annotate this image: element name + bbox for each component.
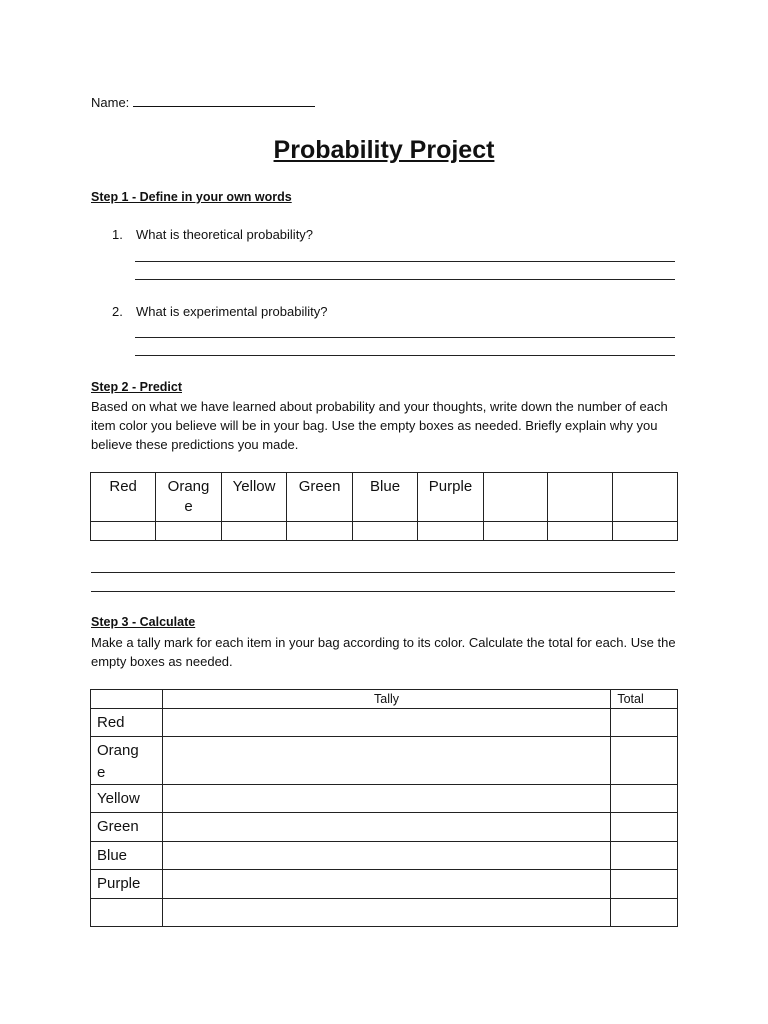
row-label: Purple — [91, 870, 163, 899]
prediction-input-cell[interactable] — [548, 522, 613, 541]
prediction-input-cell[interactable] — [287, 522, 353, 541]
tally-cell[interactable] — [162, 737, 611, 785]
total-cell[interactable] — [611, 737, 678, 785]
total-header: Total — [611, 690, 678, 709]
page-title: Probability Project — [273, 136, 495, 164]
name-label: Name: — [91, 95, 130, 110]
tally-cell[interactable] — [162, 842, 611, 870]
color-cell: Yellow — [221, 473, 287, 522]
step3-heading: Step 3 - Calculate — [91, 615, 196, 629]
color-cell: Green — [287, 473, 353, 522]
prediction-input-cell[interactable] — [613, 522, 678, 541]
tally-cell[interactable] — [162, 870, 611, 899]
question-1 — [112, 227, 313, 242]
answer-line[interactable] — [135, 261, 675, 262]
prediction-input-cell[interactable] — [221, 522, 287, 541]
tally-table — [90, 689, 678, 927]
answer-line[interactable] — [135, 337, 675, 338]
question-2 — [112, 304, 327, 319]
color-cell: Blue — [352, 473, 417, 522]
empty-color-cell[interactable] — [548, 473, 613, 522]
step2-heading: Step 2 - Predict — [91, 380, 182, 394]
explanation-line[interactable] — [91, 572, 675, 573]
question-text: What is experimental probability? — [136, 304, 328, 319]
total-cell[interactable] — [611, 785, 678, 813]
question-number: 1. — [112, 227, 123, 242]
prediction-table — [90, 472, 678, 541]
tally-cell[interactable] — [162, 899, 611, 927]
prediction-input-cell[interactable] — [483, 522, 548, 541]
step2-instructions: Based on what we have learned about probability and your thoughts, write down the number of each item color you believe will be in your bag. Use the empty boxes as needed. Briefly explain why you believe these predictions you made. — [91, 399, 668, 452]
empty-color-cell[interactable] — [613, 473, 678, 522]
row-label: Blue — [91, 842, 163, 870]
total-cell[interactable] — [611, 813, 678, 842]
color-cell: Red — [91, 473, 156, 522]
answer-line[interactable] — [135, 279, 675, 280]
corner-header-cell — [91, 690, 163, 709]
total-cell[interactable] — [611, 870, 678, 899]
prediction-input-cell[interactable] — [418, 522, 484, 541]
step1-heading: Step 1 - Define in your own words — [91, 190, 292, 204]
total-cell[interactable] — [611, 709, 678, 737]
total-cell[interactable] — [611, 842, 678, 870]
tally-cell[interactable] — [162, 785, 611, 813]
row-label: Yellow — [91, 785, 163, 813]
empty-color-cell[interactable] — [483, 473, 548, 522]
question-text: What is theoretical probability? — [136, 227, 314, 242]
step3-instructions: Make a tally mark for each item in your bag according to its color. Calculate the total for each. Use the empty boxes as needed. — [91, 635, 676, 669]
prediction-input-cell[interactable] — [156, 522, 222, 541]
tally-header: Tally — [162, 690, 611, 709]
name-field[interactable] — [91, 94, 315, 110]
row-label: Red — [91, 709, 163, 737]
prediction-input-cell[interactable] — [352, 522, 417, 541]
tally-cell[interactable] — [162, 709, 611, 737]
color-cell: Purple — [418, 473, 484, 522]
row-label: Green — [91, 813, 163, 842]
question-number: 2. — [112, 304, 123, 319]
answer-line[interactable] — [135, 355, 675, 356]
tally-cell[interactable] — [162, 813, 611, 842]
prediction-input-cell[interactable] — [91, 522, 156, 541]
color-cell: Orang e — [156, 473, 222, 522]
row-label: Orang e — [91, 737, 163, 785]
total-cell[interactable] — [611, 899, 678, 927]
name-blank-line[interactable] — [133, 94, 315, 107]
empty-row-label[interactable] — [91, 899, 163, 927]
explanation-line[interactable] — [91, 591, 675, 592]
